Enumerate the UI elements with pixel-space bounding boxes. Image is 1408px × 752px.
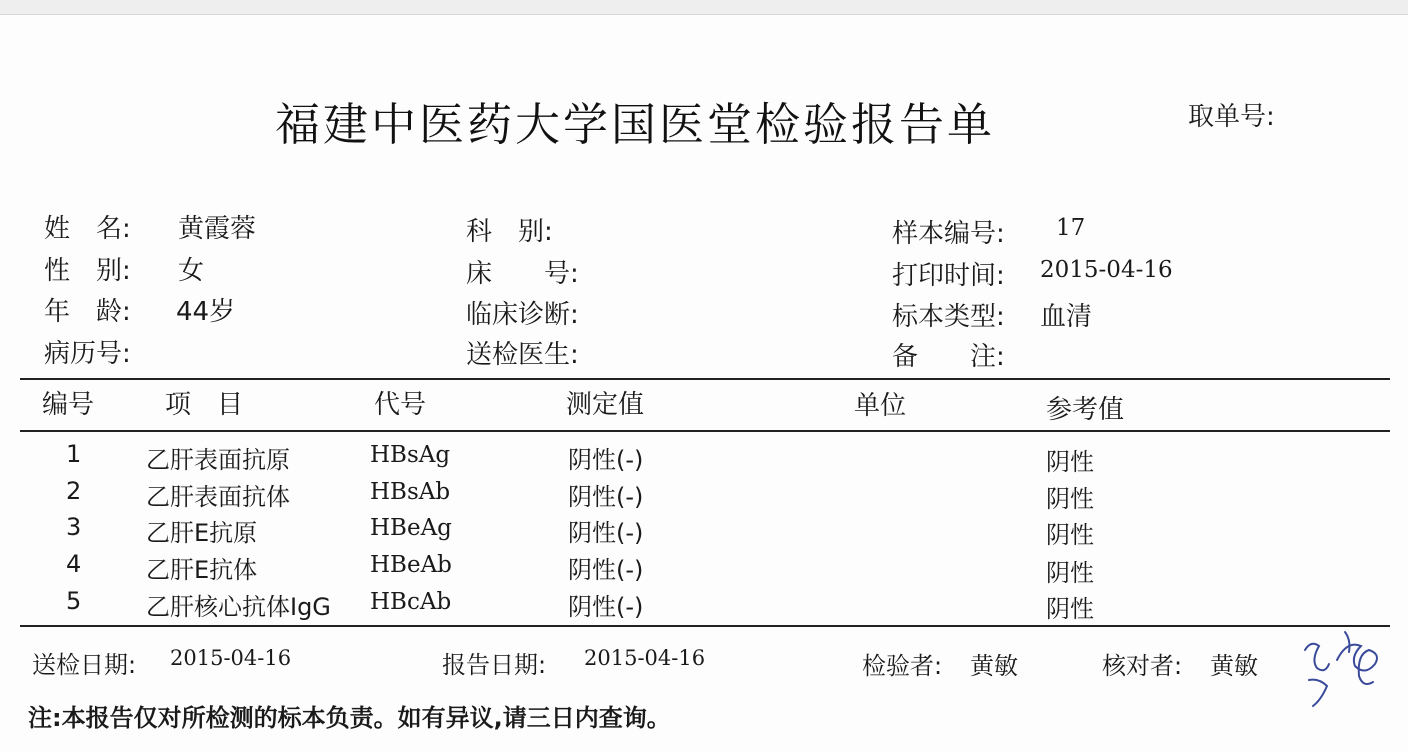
table-row-value: 阴性(-) bbox=[568, 593, 644, 621]
table-row-item: 乙肝核心抗体IgG bbox=[146, 593, 331, 621]
patient-gender-label: 性 别: bbox=[44, 256, 131, 286]
table-row-code: HBsAg bbox=[370, 442, 451, 468]
table-row-item: 乙肝表面抗体 bbox=[146, 483, 290, 511]
header-number: 编号 bbox=[42, 390, 95, 420]
table-top-rule bbox=[20, 378, 1390, 380]
table-row-reference: 阴性 bbox=[1046, 595, 1094, 623]
table-row-number: 1 bbox=[66, 440, 82, 468]
header-unit: 单位 bbox=[854, 391, 907, 421]
table-row-number: 2 bbox=[66, 477, 82, 505]
table-row-value: 阴性(-) bbox=[568, 446, 644, 474]
table-bottom-rule bbox=[20, 625, 1390, 627]
checker-name: 黄敏 bbox=[1210, 652, 1258, 680]
sample-type-label: 标本类型: bbox=[892, 302, 1005, 332]
table-row-number: 3 bbox=[66, 513, 82, 541]
examiner-label: 检验者: bbox=[862, 652, 943, 680]
sample-number: 17 bbox=[1056, 215, 1086, 241]
table-row-number: 5 bbox=[66, 587, 82, 615]
paper-top-edge bbox=[0, 0, 1408, 15]
ticket-number-label: 取单号: bbox=[1188, 102, 1275, 132]
sample-number-label: 样本编号: bbox=[892, 219, 1005, 249]
table-row-item: 乙肝表面抗原 bbox=[146, 446, 290, 474]
header-reference: 参考值 bbox=[1046, 395, 1125, 425]
report-title: 福建中医药大学国医堂检验报告单 bbox=[275, 98, 996, 151]
disclaimer-note: 注:本报告仅对所检测的标本负责。如有异议,请三日内查询。 bbox=[28, 704, 671, 732]
table-row-code: HBsAb bbox=[370, 479, 451, 505]
diagnosis-label: 临床诊断: bbox=[466, 300, 579, 330]
doctor-label: 送检医生: bbox=[466, 340, 579, 370]
table-header-rule bbox=[20, 430, 1390, 432]
table-row-reference: 阴性 bbox=[1046, 559, 1094, 587]
table-row-value: 阴性(-) bbox=[568, 519, 644, 547]
table-row-reference: 阴性 bbox=[1046, 448, 1094, 476]
bed-number-label: 床 号: bbox=[466, 259, 579, 289]
table-row-item: 乙肝E抗体 bbox=[146, 556, 258, 584]
table-row-value: 阴性(-) bbox=[568, 556, 644, 584]
table-row-reference: 阴性 bbox=[1046, 521, 1094, 549]
patient-name-label: 姓 名: bbox=[44, 214, 131, 244]
report-date-label: 报告日期: bbox=[442, 651, 547, 679]
patient-name: 黄霞蓉 bbox=[178, 214, 257, 244]
print-time-label: 打印时间: bbox=[892, 261, 1005, 291]
patient-age-label: 年 龄: bbox=[44, 297, 131, 327]
table-row-code: HBeAg bbox=[370, 515, 452, 541]
patient-age: 44岁 bbox=[176, 297, 236, 327]
table-row-number: 4 bbox=[66, 550, 82, 578]
send-date-label: 送检日期: bbox=[32, 651, 137, 679]
header-code: 代号 bbox=[374, 390, 427, 420]
checker-label: 核对者: bbox=[1102, 652, 1183, 680]
handwritten-signature bbox=[1295, 620, 1390, 715]
header-value: 测定值 bbox=[566, 390, 645, 420]
sample-type: 血清 bbox=[1040, 302, 1093, 332]
table-row-value: 阴性(-) bbox=[568, 483, 644, 511]
table-row-item: 乙肝E抗原 bbox=[146, 519, 258, 547]
remark-label: 备 注: bbox=[892, 342, 1005, 372]
send-date: 2015-04-16 bbox=[170, 646, 292, 670]
patient-gender: 女 bbox=[178, 256, 205, 286]
table-row-reference: 阴性 bbox=[1046, 485, 1094, 513]
examiner-name: 黄敏 bbox=[970, 652, 1018, 680]
table-row-code: HBeAb bbox=[370, 552, 452, 578]
table-row-code: HBcAb bbox=[370, 589, 452, 615]
department-label: 科 别: bbox=[466, 217, 553, 247]
print-time: 2015-04-16 bbox=[1040, 257, 1173, 283]
medical-record-label: 病历号: bbox=[44, 339, 131, 369]
header-item: 项 目 bbox=[165, 390, 244, 420]
report-date: 2015-04-16 bbox=[584, 646, 706, 670]
